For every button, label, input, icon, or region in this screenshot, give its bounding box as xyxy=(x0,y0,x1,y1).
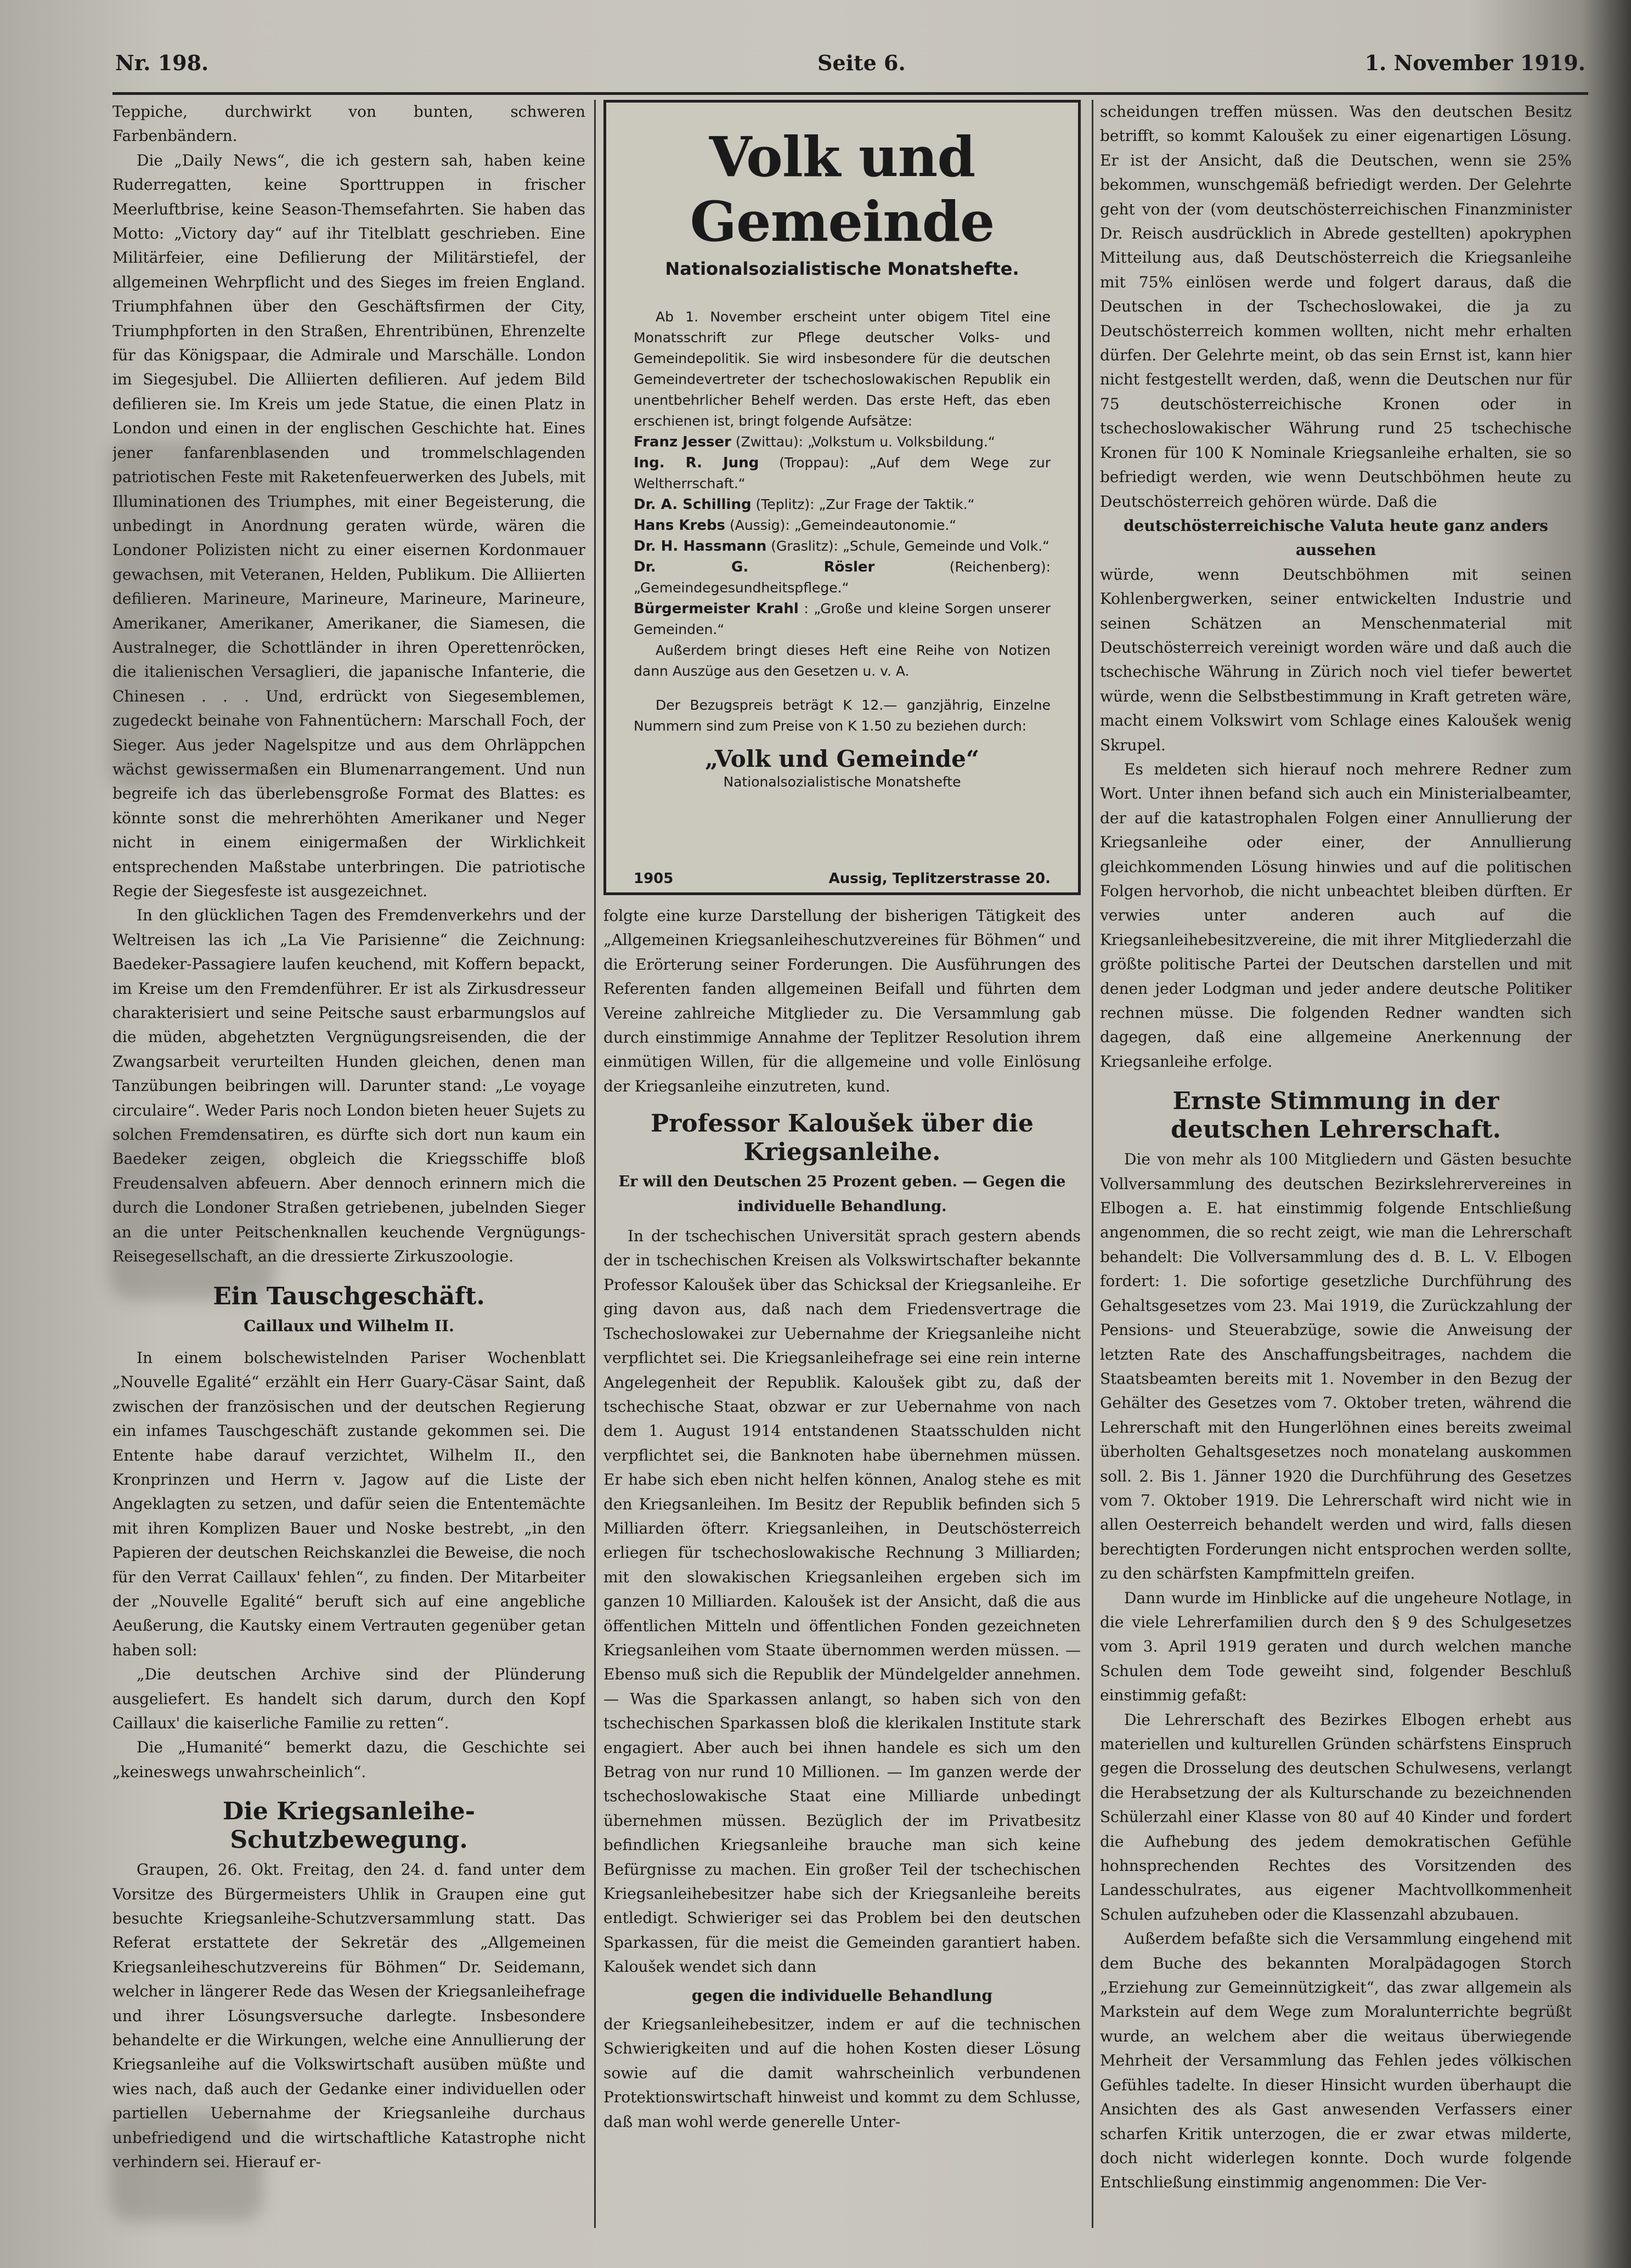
column-divider-1 xyxy=(594,100,596,2228)
ad-intro: Ab 1. November erscheint unter obigem Titel eine Monatsschrift zur Pflege deutscher Volks- und Gemeindepolitik. Sie wird insbesondere für die deutschen Gemeindevertreter der tschechoslowakischen Republik ein unentbehrlicher Behelf werden. Das erste Heft, das eben erschienen ist, bringt folgende Aufsätze: xyxy=(634,309,1051,429)
header-rule xyxy=(112,92,1588,95)
issue-number: Nr. 198. xyxy=(115,50,209,75)
article-headline-kalousek: Professor Kaloušek über die Kriegsanleihe. xyxy=(650,1110,1034,1167)
scan-smudge xyxy=(110,2112,263,2221)
ad-item: Franz Jesser (Zwittau): „Volkstum u. Volksbildung.“ xyxy=(634,434,995,450)
column-3 xyxy=(1100,100,1572,2228)
advertisement-box xyxy=(603,100,1081,895)
paragraph: der Kriegsanleihebesitzer, indem er auf die technischen Schwierigkeiten und auf die hohen Kosten dieser Lösung sowie auf die damit wahrscheinlich verbundenen Protektionswirtschaft hinweist und kommt zu dem Schlusse, daß man wohl werde generelle Unter- xyxy=(603,2015,1081,2131)
ad-item: Bürgermeister Krahl : „Große und kleine Sorgen unserer Gemeinden.“ xyxy=(634,601,1051,637)
article-subhead: Caillaux und Wilhelm II. xyxy=(244,1316,454,1335)
issue-date: 1. November 1919. xyxy=(1364,50,1585,75)
ad-subtitle: Nationalsozialistische Monatshefte. xyxy=(665,258,1019,279)
paragraph: Die „Humanité“ bemerkt dazu, die Geschichte sei „keineswegs unwahrscheinlich“. xyxy=(112,1738,585,1781)
paragraph: In einem bolschewistelnden Pariser Wochenblatt „Nouvelle Egalité“ erzählt ein Herr Guary-Cäsar Saint, daß zwischen der französischen und der deutschen Regierung ein infames Tauschgeschäft zustande gekommen sei. Die Entente habe darauf verzichtet, Wilhelm II., den Kronprinzen und Herrn v. Jagow auf die Liste der Angeklagten zu setzen, und dafür seien die Ententemächte mit ihren Komplizen Bauer und Noske bestrebt, „in den Papieren der deutschen Reichskanzlei die Beweise, die noch für den Verrat Caillaux' fehlen“, zu finden. Der Mitarbeiter der „Nouvelle Egalité“ beruft sich auf eine angebliche Aeußerung, die Kautsky einem Vertrauten gegenüber getan haben soll: xyxy=(112,1348,585,1659)
ad-price: Der Bezugspreis beträgt K 12.— ganzjährig, Einzelne Nummern sind zum Preise von K 1.50 zu beziehen durch: xyxy=(634,697,1051,734)
ad-item: Dr. H. Hassmann (Graslitz): „Schule, Gemeinde und Volk.“ xyxy=(634,538,1050,555)
ad-title: Volk und Gemeinde xyxy=(690,125,995,254)
paragraph: Die Lehrerschaft des Bezirkes Elbogen erhebt aus materiellen und kulturellen Gründen schärfstens Einspruch gegen die Drosselung des deutschen Schulwesens, verlangt die Herabsetzung der als Kulturschande zu bezeichnenden Schülerzahl einer Klasse von 80 auf 40 Kinder und fordert die Aufhebung des jedem demokratischen Gefühle hohnsprechenden Rechtes des Vorsitzenden des Landesschulrates, aus eigener Machtvollkommenheit Schulen aufzuheben oder die Klassenzahl abzubauen. xyxy=(1100,1710,1572,1924)
article-headline-tauschgeschaeft: Ein Tauschgeschäft. xyxy=(213,1282,485,1310)
page-number: Seite 6. xyxy=(817,50,906,75)
scan-smudge xyxy=(110,1124,274,1300)
paragraph: scheidungen treffen müssen. Was den deutschen Besitz betrifft, so kommt Kaloušek zu einer eigenartigen Lösung. Er ist der Ansicht, daß die Deutschen, wenn sie 25% bekommen, wunschgemäß befriedigt werden. Der Gelehrte geht von der (vom deutschösterreichischen Finanzminister Dr. Reisch ausdrücklich in Abrede gestellten) apokryphen Mitteilung aus, daß Deutschösterreich die Kriegsanleihe mit 75% einlösen werde und folgert daraus, daß die Deutschen in der Tschechoslowakei, die ja zu Deutschösterreich kommen wollten, nicht mehr erhalten dürfen. Der Gelehrte meint, ob das sein Ernst ist, kann hier nicht festgestellt werden, daß, wenn die Deutschen nur für 75 deutschösterreichische Kronen oder in tschechoslowakischer Währung rund 25 tschechische Kronen für 100 K Nominale Kriegsanleihe erhalten, sie so befriedigt werden, wie wenn Deutschböhmen heute zu Deutschösterreich gehören würde. Daß die xyxy=(1100,103,1572,511)
paragraph: Es meldeten sich hierauf noch mehrere Redner zum Wort. Unter ihnen befand sich auch ein Ministerialbeamter, der auf die katastrophalen Folgen einer Annullierung der Kriegsanleihe oder einer, der Annullierung gleichkommenden Lösung hinwies und auf die politischen Folgen hervorhob, die nicht unbeachtet bleiben dürften. Er verwies unter anderen auch auf die Kriegsanleihebesitzvereine, die mit ihrer Mitgliederzahl die größte politische Partei der Deutschen darstellen und mit denen jeder Lodgman und jeder andere deutsche Politiker rechnen müsse. Die folgenden Redner wandten sich dagegen, daß eine allgemeine Anerkennung der Kriegsanleihe erfolge. xyxy=(1100,760,1572,1071)
ad-brand-subtitle: Nationalsozialistische Monatshefte xyxy=(723,774,961,790)
ad-item: Hans Krebs (Aussig): „Gemeindeautonomie.“ xyxy=(634,517,957,534)
quote: „Die deutschen Archive sind der Plünderung ausgeliefert. Es handelt sich darum, durch den Kopf Caillaux' die kaiserliche Familie zu retten“. xyxy=(112,1665,585,1732)
paragraph: In den glücklichen Tagen des Fremdenverkehrs und der Weltreisen las ich „La Vie Parisienne“ die Zeichnung: Baedeker-Passagiere laufen keuchend, mit Koffern bepackt, im Kreise um den Fremdenführer. Er ist als Zirkusdresseur charakterisiert und seine Peitsche saust erbarmungslos auf die müden, abgehetzten Vergnügungsreisenden, die der Zwangsarbeit verurteilten Hunden gleichen, denen man Tanzübungen beibringen will. Darunter stand: „Le voyage circulaire“. Weder Paris noch London bieten heuer Sujets zu solchen Fremdensatiren, es dürfte sich dort nun kaum ein Baedeker zeigen, obgleich die Kriegsschiffe bloß Freudensalven abfeuern. Aber dennoch erinnern mich die durch die Londoner Straßen getriebenen, jubelnden Sieger an die unter Peitschenknallen keuchende Vergnügungs-Reisegesellschaft, an die dressierte Zirkuszoologie. xyxy=(112,906,585,1266)
paragraph: In der tschechischen Universität sprach gestern abends der in tschechischen Kreisen als Volkswirtschafter bekannte Professor Kaloušek über das Schicksal der Kriegsanleihe. Er ging davon aus, daß nach dem Friedensvertrage die Tschechoslowakei zur Uebernahme der Kriegsanleihe nicht verpflichtet sei. Die Kriegsanleihefrage sei eine rein interne Angelegenheit der Republik. Kaloušek gibt zu, daß der tschechische Staat, obzwar er zur Uebernahme von nach dem 1. August 1914 entstandenen Staatsschulden nicht verpflichtet sei, die Banknoten habe übernehmen müssen. Er habe sich eben nicht helfen können, Analog stehe es mit den Kriegsanleihen. Im Besitz der Republik befinden sich 5 Milliarden öfterr. Kriegsanleihen, in Deutschösterreich erliegen für tschechoslowakische Rechnung 3 Milliarden; mit den slowakischen Kriegsanleihen ergeben sich im ganzen 10 Milliarden. Kaloušek ist der Ansicht, daß die aus öffentlichen Mitteln und öffentlichen Fonden gezeichneten Kriegsanleihen vom Staate übernommen werden müssen. — Ebenso muß sich die Republik der Mündelgelder annehmen. — Was die Sparkassen anlangt, so haben sich von den tschechischen Sparkassen bloß die klerikalen Institute stark engagiert. Aber auch bei ihnen handele es sich um den Betrag von nur rund 10 Millionen. — Im ganzen werde der tschechoslowakische Staat eine Milliarde unbedingt übernehmen müssen. Bezüglich der im Privatbesitz befindlichen Kriegsanleihe brauche man sich keine Befürgnisse zu machen. Ein großer Teil der tschechischen Kriegsanleihebesitzer habe sich der Kriegsanleihe bereits entledigt. Schwieriger sei das Problem bei den deutschen Sparkassen, für die meist die Gemeinden garantiert haben. Kaloušek wendet sich dann xyxy=(603,1227,1081,1976)
paragraph: Außerdem befaßte sich die Versammlung eingehend mit dem Buche des bekannten Moralpädagogen Storch „Erziehung zur Gemeinnützigkeit“, das zwar allgemein als Markstein auf dem Wege zum Moralunterrichte begrüßt wurde, an welchem aber die weitaus überwiegende Mehrheit der Versammlung das Fehlen jedes völkischen Gefühles tadelte. In dieser Hinsicht wurden überhaupt die Ansichten des als Gast anwesenden Verfassers einer scharfen Kritik unterzogen, die er zwar etwas milderte, doch nicht widerlegen konnte. Doch wurde folgende Entschließung einstimmig angenommen: Die Ver- xyxy=(1100,1930,1572,2192)
paragraph: Die von mehr als 100 Mitgliedern und Gästen besuchte Vollversammlung des deutschen Bezirkslehrervereines in Elbogen a. E. hat einstimmig folgende Entschließung angenommen, die so recht zeigt, wie man die Lehrerschaft behandelt: Die Vollversammlung des d. B. L. V. Elbogen fordert: 1. Die sofortige gesetzliche Durchführung des Gehaltsgesetzes vom 23. Mai 1919, die Zurückzahlung der Pensions- und Steuerabzüge, sowie die Anweisung der letzten Rate des Anschaffungsbeitrages, nachdem die Staatsbeamten bereits mit 1. November in den Bezug der Gehälter des Gesetzes vom 7. Oktober treten, während die Lehrerschaft mit den Hungerlöhnen eines bereits zweimal überholten Gehaltsgesetzes noch monatelang auskommen soll. 2. Bis 1. Jänner 1920 die Durchführung des Gesetzes vom 7. Oktober 1919. Die Lehrerschaft wird nicht wie in allen Oesterreich behandelt werden und wird, falls diesen berechtigten Forderungen nicht entsprochen werden sollte, zu den schärfsten Kampfmitteln greifen. xyxy=(1100,1150,1572,1583)
column-2 xyxy=(603,904,1081,2231)
ad-more: Außerdem bringt dieses Heft eine Reihe von Notizen dann Auszüge aus den Gesetzen u. v. A. xyxy=(634,642,1051,679)
paragraph: würde, wenn Deutschböhmen mit seinen Kohlenbergwerken, seiner entwickelten Industrie und seinen Schätzen an Menschenmaterial mit Deutschösterreich vereinigt worden wäre und daß auch die tschechische Währung in Zürich noch viel tiefer bewertet würde, wenn die Selbstbestimmung in Kraft getreten wäre, macht einem Volkswirt vom Schlage eines Kaloušek wenig Skrupel. xyxy=(1100,565,1572,754)
article-headline-kriegsanleihe: Die Kriegsanleihe-Schutzbewegung. xyxy=(222,1797,476,1854)
paragraph: folgte eine kurze Darstellung der bisherigen Tätigkeit des „Allgemeinen Kriegsanleiheschutzvereines für Böhmen“ und die Erörterung seiner Forderungen. Die Ausführungen des Referenten fanden allgemeinen Beifall und führten dem Vereine zahlreiche Mitglieder zu. Die Versammlung gab durch einstimmige Annahme der Teplitzer Resolution ihrem einmütigen Willen, für die allgemeine und volle Einlösung der Kriegsanleihe einzutreten, kund. xyxy=(603,907,1081,1095)
paragraph: Teppiche, durchwirkt von bunten, schweren Farbenbändern. xyxy=(112,103,585,145)
ad-number: 1905 xyxy=(634,870,674,887)
ad-item: Dr. A. Schilling (Teplitz): „Zur Frage der Taktik.“ xyxy=(634,496,975,513)
page-header xyxy=(115,50,1585,84)
ad-item: Ing. R. Jung (Troppau): „Auf dem Wege zur Weltherrschaft.“ xyxy=(634,455,1051,491)
article-subhead: Er will den Deutschen 25 Prozent geben. — Gegen die individuelle Behandlung. xyxy=(618,1173,1066,1215)
inline-subhead: gegen die individuelle Behandlung xyxy=(691,1986,993,2005)
column-divider-2 xyxy=(1092,100,1093,2228)
ad-item: Dr. G. Rösler (Reichenberg): „Gemeindegesundheitspflege.“ xyxy=(634,559,1051,596)
ad-brand: „Volk und Gemeinde“ xyxy=(705,745,979,772)
paragraph: Dann wurde im Hinblicke auf die ungeheure Notlage, in die viele Lehrerfamilien durch den § 9 des Schulgesetzes vom 3. April 1919 geraten und durch welchen manche Schulen dem Tode geweiht sind, folgender Beschluß einstimmig gefaßt: xyxy=(1100,1588,1572,1705)
article-headline-lehrerschaft: Ernste Stimmung in der deutschen Lehrerschaft. xyxy=(1171,1087,1501,1144)
inline-subhead: deutschösterreichische Valuta heute ganz anders aussehen xyxy=(1123,516,1549,559)
ad-address: Aussig, Teplitzerstrasse 20. xyxy=(828,870,1051,887)
paragraph: Graupen, 26. Okt. Freitag, den 24. d. fand unter dem Vorsitze des Bürgermeisters Uhlik in Graupen eine gut besuchte Kriegsanleihe-Schutzversammlung statt. Das Referat erstattete der Sekretär des „Allgemeinen Kriegsanleiheschutzvereins für Böhmen“ Dr. Seidemann, welcher in längerer Rede das Wesen der Kriegsanleihefrage und ihrer Lösungsversuche darlegte. Insbesondere behandelte er die Wirkungen, welche eine Annullierung der Kriegsanleihe auf die Volkswirtschaft ausüben müßte und wies nach, daß auch der Gedanke einer individuellen oder partiellen Uebernahme der Kriegsanleihe durchaus unbefriedigend und die wirtschaftliche Katastrophe nicht verhindern sei. Hierauf er- xyxy=(112,1860,585,2171)
scan-smudge xyxy=(110,439,307,790)
paragraph: Die „Daily News“, die ich gestern sah, haben keine Ruderregatten, keine Sporttruppen in frischer Meerluftbrise, keine Season-Themsefahrten. Sie haben das Motto: „Victory day“ auf ihr Titelblatt geschrieben. Eine Militärfeier, eine Defilierung der Militärstiefel, der allgemeinen Wehrpflicht und des Sieges im freien England. Triumphfahnen über den Geschäftsfirmen der City, Triumphpforten in den Straßen, Ehrentribünen, Ehrenzelte für das Königspaar, die Admirale und Marschälle. London im Siegesjubel. Die Alliierten defilieren. Auf jedem Bild defilieren sie. Im Kreis um jede Statue, die einen Platz in London und einen in der englischen Geschichte hat. Eines jener fanfarenblasenden und trommelschlagenden patriotischen Feste mit Raketenfeuerwerken des Jubels, mit Illuminationen des Triumphes, mit einer Begeisterung, die unbedingt in Anordnung geraten würde, wären die Londoner Polizisten nicht zu einer eisernen Kordonmauer gewachsen, mit Veteranen, Helden, Publikum. Die Alliierten defilieren. Marineure, Marineure, Marineure, Marineure, Amerikaner, Amerikaner, Amerikaner, die Siamesen, die Australneger, die Schottländer in ihren Operettenröcken, die italienischen Versaglieri, die japanische Infanterie, die Chinesen . . . Und, erdrückt von Siegesemblemen, zugedeckt beinahe von Fahnentüchern: Marschall Foch, der Sieger. Aus jeder Nagelspitze und aus dem Ohrläppchen wächst gewissermaßen ein Blumenarrangement. Und nun begreife ich das überlebensgroße Format des Blattes: es könnte sonst die mehrerhöhten Amerikaner und Neger nicht in einem einigermaßen der Wirklichkeit entsprechenden Maßstabe unterbringen. Die patriotische Regie der Siegesfeste ist ausgezeichnet. xyxy=(112,151,585,900)
ad-body xyxy=(606,279,1078,793)
